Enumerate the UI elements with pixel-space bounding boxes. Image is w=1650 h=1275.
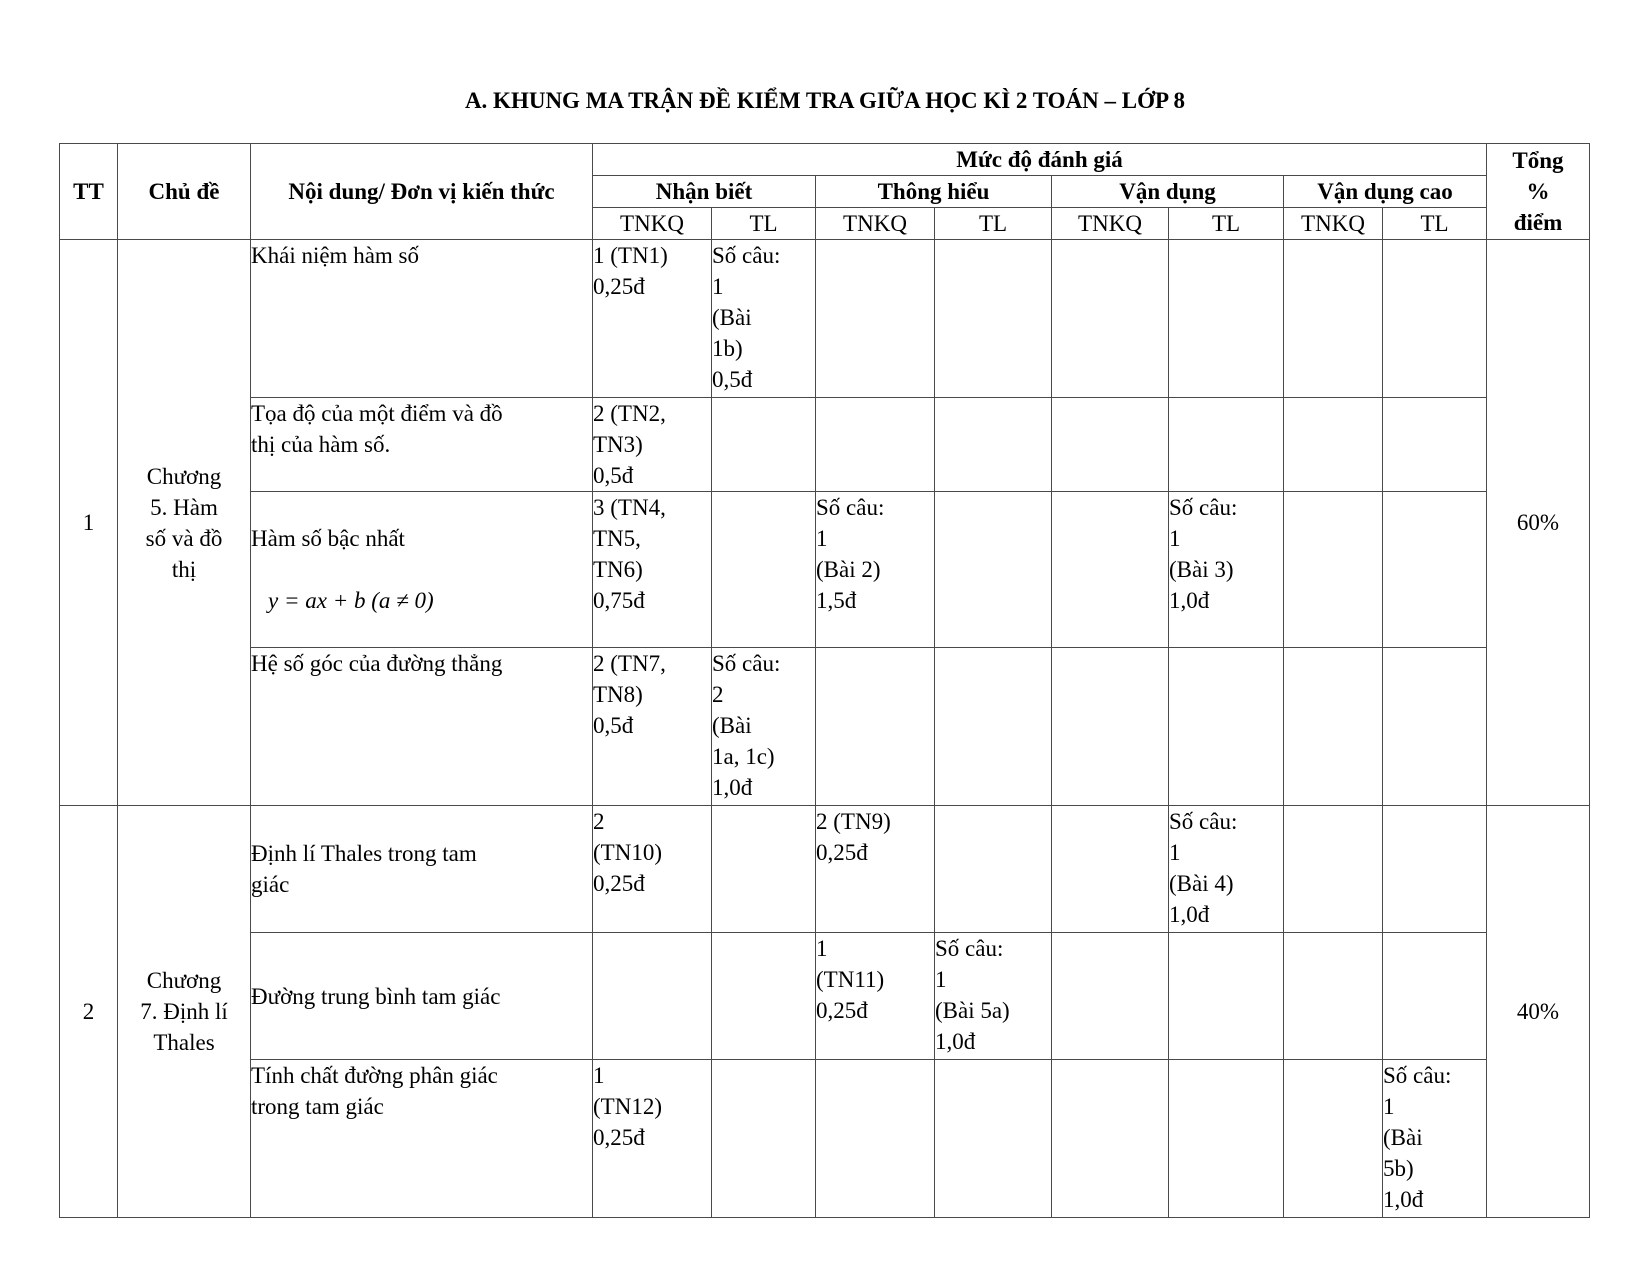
matrix-cell	[712, 398, 816, 492]
header-subcol: TL	[1169, 208, 1284, 240]
header-subcol: TNKQ	[816, 208, 935, 240]
table-row	[60, 492, 1590, 648]
matrix-cell	[1284, 648, 1383, 806]
formula: y = ax + b (a ≠ 0)	[268, 588, 434, 613]
content-cell: Tính chất đường phân giác trong tam giác	[251, 1060, 593, 1218]
matrix-cell	[1383, 240, 1487, 398]
table-row	[60, 1060, 1590, 1218]
matrix-cell	[712, 492, 816, 648]
matrix-cell: Số câu: 1 (Bài 3) 1,0đ	[1169, 492, 1284, 648]
matrix-cell: 1 (TN1) 0,25đ	[593, 240, 712, 398]
matrix-cell	[816, 398, 935, 492]
content-cell: Đường trung bình tam giác	[251, 933, 593, 1060]
header-subcol: TNKQ	[1052, 208, 1169, 240]
matrix-cell: 2 (TN2, TN3) 0,5đ	[593, 398, 712, 492]
header-level-group: Mức độ đánh giá	[593, 144, 1487, 176]
matrix-cell	[712, 933, 816, 1060]
matrix-cell	[1052, 648, 1169, 806]
content-cell: Khái niệm hàm số	[251, 240, 593, 398]
matrix-cell: Số câu: 1 (Bài 1b) 0,5đ	[712, 240, 816, 398]
header-content: Nội dung/ Đơn vị kiến thức	[251, 144, 593, 240]
matrix-cell	[816, 648, 935, 806]
header-level-understanding: Thông hiểu	[816, 176, 1052, 208]
header-subcol: TNKQ	[1284, 208, 1383, 240]
header-subcol: TL	[1383, 208, 1487, 240]
matrix-cell	[1169, 1060, 1284, 1218]
matrix-cell: Số câu: 1 (Bài 4) 1,0đ	[1169, 806, 1284, 933]
matrix-cell	[1284, 240, 1383, 398]
matrix-cell	[1052, 398, 1169, 492]
matrix-cell: 2 (TN7, TN8) 0,5đ	[593, 648, 712, 806]
matrix-cell: Số câu: 1 (Bài 5a) 1,0đ	[935, 933, 1052, 1060]
header-total: Tổng % điểm	[1487, 144, 1590, 240]
matrix-cell	[935, 492, 1052, 648]
matrix-cell	[1052, 240, 1169, 398]
header-level-advanced-application: Vận dụng cao	[1284, 176, 1487, 208]
matrix-cell	[1284, 806, 1383, 933]
header-subcol: TNKQ	[593, 208, 712, 240]
matrix-cell	[1052, 1060, 1169, 1218]
matrix-cell: Số câu: 2 (Bài 1a, 1c) 1,0đ	[712, 648, 816, 806]
matrix-cell	[935, 806, 1052, 933]
header-level-recognition: Nhận biết	[593, 176, 816, 208]
matrix-cell	[816, 1060, 935, 1218]
matrix-cell	[1169, 648, 1284, 806]
total-percent: 60%	[1487, 240, 1590, 806]
matrix-cell	[1383, 398, 1487, 492]
table-row	[60, 240, 1590, 398]
matrix-cell	[1383, 933, 1487, 1060]
matrix-cell	[1284, 492, 1383, 648]
table-row	[60, 398, 1590, 492]
matrix-cell	[1169, 933, 1284, 1060]
matrix-cell	[1284, 933, 1383, 1060]
matrix-cell	[1383, 806, 1487, 933]
matrix-cell	[1383, 648, 1487, 806]
header-topic: Chủ đề	[118, 144, 251, 240]
matrix-cell	[1284, 1060, 1383, 1218]
matrix-cell	[593, 933, 712, 1060]
content-text: Hàm số bậc nhất	[251, 526, 405, 551]
row-number: 1	[60, 240, 118, 806]
matrix-cell	[1284, 398, 1383, 492]
assessment-matrix-table	[59, 143, 1590, 1218]
table-row	[60, 933, 1590, 1060]
content-cell: Hệ số góc của đường thẳng	[251, 648, 593, 806]
matrix-cell	[712, 806, 816, 933]
chapter-topic: Chương 5. Hàm số và đồ thị	[118, 240, 251, 806]
header-level-application: Vận dụng	[1052, 176, 1284, 208]
matrix-cell	[1169, 398, 1284, 492]
matrix-cell: Số câu: 1 (Bài 2) 1,5đ	[816, 492, 935, 648]
header-tt: TT	[60, 144, 118, 240]
matrix-cell	[935, 398, 1052, 492]
matrix-cell: 1 (TN12) 0,25đ	[593, 1060, 712, 1218]
matrix-cell	[1052, 492, 1169, 648]
matrix-cell	[816, 240, 935, 398]
matrix-cell	[1169, 240, 1284, 398]
table-row	[60, 648, 1590, 806]
matrix-cell	[1052, 806, 1169, 933]
matrix-cell: 2 (TN9) 0,25đ	[816, 806, 935, 933]
matrix-cell: 3 (TN4, TN5, TN6) 0,75đ	[593, 492, 712, 648]
matrix-cell	[935, 240, 1052, 398]
content-cell: Tọa độ của một điểm và đồ thị của hàm số.	[251, 398, 593, 492]
matrix-cell: 1 (TN11) 0,25đ	[816, 933, 935, 1060]
total-percent: 40%	[1487, 806, 1590, 1218]
header-subcol: TL	[935, 208, 1052, 240]
matrix-cell	[1383, 492, 1487, 648]
page-title: A. KHUNG MA TRẬN ĐỀ KIỂM TRA GIỮA HỌC KÌ 2 TOÁN – LỚP 8	[464, 88, 1186, 113]
matrix-cell: Số câu: 1 (Bài 5b) 1,0đ	[1383, 1060, 1487, 1218]
matrix-cell	[935, 648, 1052, 806]
matrix-cell	[712, 1060, 816, 1218]
header-subcol: TL	[712, 208, 816, 240]
matrix-cell	[935, 1060, 1052, 1218]
matrix-cell	[1052, 933, 1169, 1060]
content-cell: Định lí Thales trong tam giác	[251, 806, 593, 933]
matrix-cell: 2 (TN10) 0,25đ	[593, 806, 712, 933]
row-number: 2	[60, 806, 118, 1218]
content-cell	[251, 492, 593, 648]
chapter-topic: Chương 7. Định lí Thales	[118, 806, 251, 1218]
table-row	[60, 806, 1590, 933]
